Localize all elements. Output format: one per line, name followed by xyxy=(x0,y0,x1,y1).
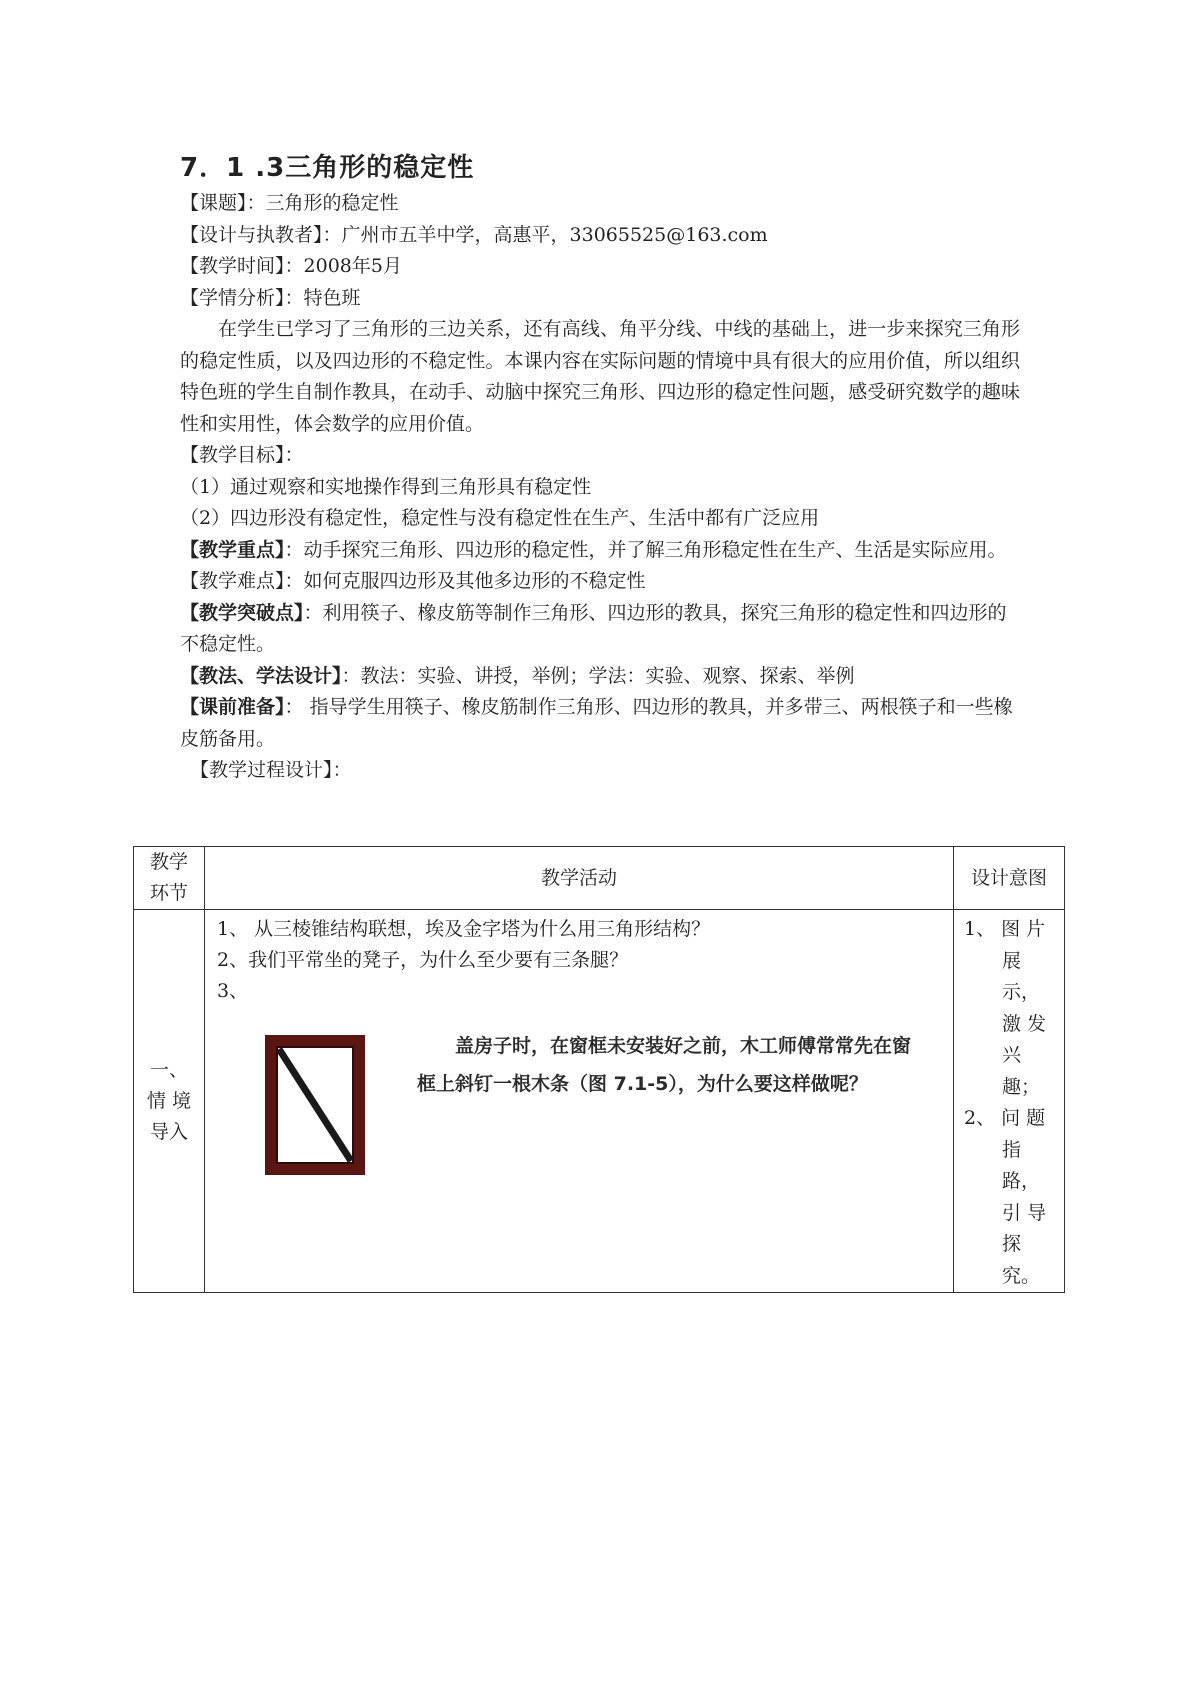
header-intent: 设计意图 xyxy=(954,847,1065,910)
goal-item: （2）四边形没有稳定性，稳定性与没有稳定性在生产、生活中都有广泛应用 xyxy=(180,507,820,529)
key-point: 【教学重点】：动手探究三角形、四边形的稳定性，并了解三角形稳定性在生产、生活是实际应用。 xyxy=(180,538,1007,561)
process-label: 【教学过程设计】： xyxy=(190,759,352,781)
activity-item: 3、 xyxy=(217,980,249,1002)
goal-item: （1）通过观察和实地操作得到三角形具有稳定性 xyxy=(180,475,592,498)
info-analysis-label: 【学情分析】：特色班 xyxy=(180,286,361,309)
breakthrough: 【教学突破点】：利用筷子、橡皮筋等制作三角形、四边形的教具，探究三角形的稳定性和四边形的不稳定性。 xyxy=(180,601,1007,655)
activity-item: 2、我们平常坐的凳子，为什么至少要有三条腿？ xyxy=(217,949,629,971)
lesson-process-table xyxy=(133,846,1065,1288)
stage-cell: 一、 情 境 导入 xyxy=(134,910,205,1293)
window-frame-figure xyxy=(217,1015,943,1205)
analysis-paragraph: 在学生已学习了三角形的三边关系，还有高线、角平分线、中线的基础上，进一步来探究三角形的稳定性质，以及四边形的不稳定性。本课内容在实际问题的情境中具有很大的应用价值，所以组织特色班的学生自制作教具，在动手、动脑中探究三角形、四边形的稳定性问题，感受研究数学的趣味性和实用性，体会数学的应用价值。 xyxy=(180,318,1020,435)
textbook-quote: 盖房子时，在窗框未安装好之前，木工师傅常常先在窗框上斜钉一根木条（图 7.1-5），为什么要这样做呢？ xyxy=(417,1035,912,1095)
window-frame-diagonal-image xyxy=(265,1035,365,1175)
activity-item: 1、 从三棱锥结构联想，埃及金字塔为什么用三角形结构？ xyxy=(217,918,711,940)
info-designer: 【设计与执教者】：广州市五羊中学，高惠平，33065525@163.com xyxy=(180,223,768,246)
difficulty: 【教学难点】：如何克服四边形及其他多边形的不稳定性 xyxy=(180,570,646,592)
goals-label: 【教学目标】： xyxy=(180,444,304,466)
activity-cell xyxy=(205,910,954,1293)
info-time: 【教学时间】：2008年5月 xyxy=(180,255,402,277)
page-title: 7．1 .3三角形的稳定性 xyxy=(180,153,475,183)
preparation: 【课前准备】： 指导学生用筷子、橡皮筋制作三角形、四边形的教具，并多带三、两根筷子和一些橡皮筋备用。 xyxy=(180,696,1013,750)
header-stage: 教学 环节 xyxy=(134,847,205,910)
document-body xyxy=(180,150,1020,787)
intent-cell: 1、 图 片 展 示， 激 发 兴 趣； 2、 问 题 指 路， 引 导 探 究。 xyxy=(954,910,1065,1293)
methods: 【教法、学法设计】：教法：实验、讲授，举例；学法：实验、观察、探索、举例 xyxy=(180,664,855,687)
header-activity: 教学活动 xyxy=(205,847,954,910)
info-topic: 【课题】：三角形的稳定性 xyxy=(180,192,399,214)
